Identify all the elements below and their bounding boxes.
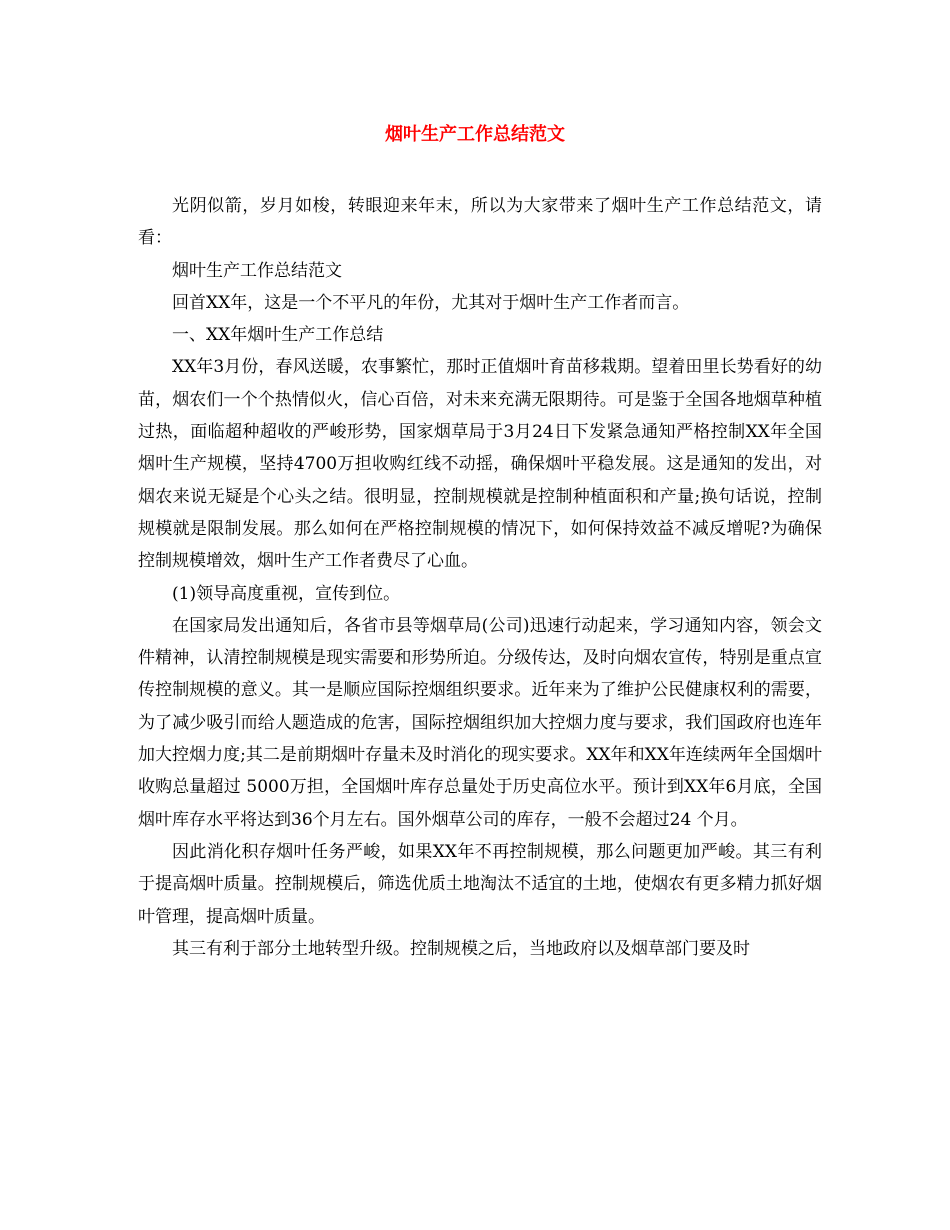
section-heading: 一、XX年烟叶生产工作总结: [172, 325, 384, 346]
paragraph: XX年3月份，春风送暖，农事繁忙，那时正值烟叶育苗移栽期。望着田里长势看好的幼苗，烟农们一个个热情似火，信心百倍，对未来充满无限期待。可是鉴于全国各地烟草种植过热，面临超种超收的严峻形势，国家烟草局于3月24日下发紧急通知严格控制XX年全国烟叶生产规模，坚持4700万担收购红线不动摇，确保烟叶平稳发展。这是通知的发出，对烟农来说无疑是个心头之结。很明显，控制规模就是控制种植面积和产量;换句话说，控制规模就是限制发展。那么如何在严格控制规模的情况下，如何保持效益不减反增呢?为确保控制规模增效，烟叶生产工作者费尽了心血。: [138, 357, 822, 572]
paragraph: 烟叶生产工作总结范文: [172, 260, 342, 281]
paragraph: 因此消化积存烟叶任务严峻，如果XX年不再控制规模，那么问题更加严峻。其三有利于提高烟叶质量。控制规模后，筛选优质土地淘汰不适宜的土地，使烟农有更多精力抓好烟叶管理，提高烟叶质量。: [138, 841, 822, 927]
subsection-heading: (1)领导高度重视，宣传到位。: [172, 583, 401, 604]
paragraph: 光阴似箭，岁月如梭，转眼迎来年末，所以为大家带来了烟叶生产工作总结范文，请看：: [138, 196, 822, 249]
paragraph: 其三有利于部分土地转型升级。控制规模之后，当地政府以及烟草部门要及时: [172, 938, 750, 959]
paragraph: 回首XX年，这是一个不平凡的年份，尤其对于烟叶生产工作者而言。: [172, 292, 690, 313]
paragraph: 在国家局发出通知后，各省市县等烟草局(公司)迅速行动起来，学习通知内容，领会文件精神，认清控制规模是现实需要和形势所迫。分级传达，及时向烟农宣传，特别是重点宣传控制规模的意义。其一是顺应国际控烟组织要求。近年来为了维护公民健康权利的需要，为了减少吸引而给人题造成的危害，国际控烟组织加大控烟力度与要求，我们国政府也连年加大控烟力度;其二是前期烟叶存量未及时消化的现实要求。XX年和XX年连续两年全国烟叶收购总量超过 5000万担，全国烟叶库存总量处于历史高位水平。预计到XX年6月底，全国烟叶库存水平将达到36个月左右。国外烟草公司的库存，一般不会超过24 个月。: [138, 615, 822, 830]
document-title: 烟叶生产工作总结范文: [385, 124, 565, 145]
document-body: [138, 190, 822, 965]
